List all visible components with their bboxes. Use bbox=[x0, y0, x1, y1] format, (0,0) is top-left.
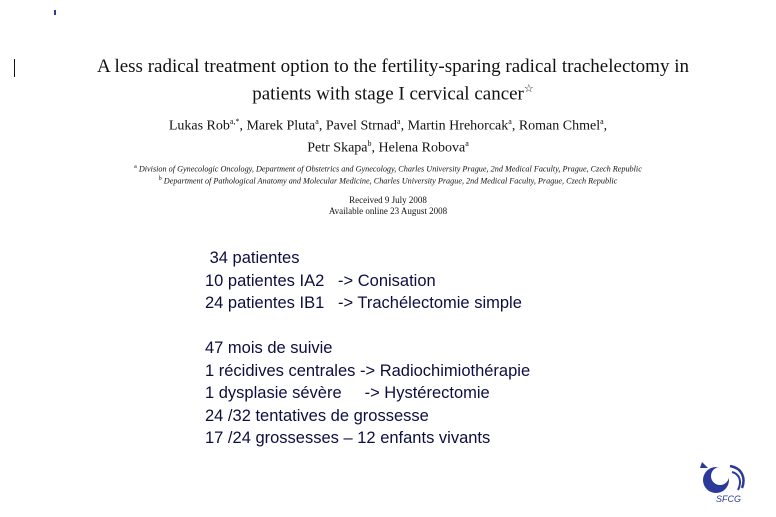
society-logo bbox=[696, 458, 756, 506]
author-separator: , bbox=[603, 118, 608, 134]
author: Helena Robova bbox=[378, 140, 466, 156]
paper-title-line-1: A less radical treatment option to the fertility-sparing radical trachelectomy in bbox=[97, 56, 689, 77]
author-list bbox=[0, 113, 776, 156]
star-icon: ☆ bbox=[523, 83, 534, 95]
author-affiliation-mark: a bbox=[315, 117, 319, 127]
author-affiliation-mark: a bbox=[508, 117, 512, 127]
author-affiliation-mark: a,* bbox=[229, 117, 240, 127]
author-separator: , bbox=[239, 118, 247, 134]
summary-line: 24 patientes IB1 -> Trachélectomie simple bbox=[205, 294, 522, 312]
publication-dates bbox=[0, 195, 776, 217]
affiliation-label: a bbox=[134, 163, 137, 170]
author-affiliation-mark: a bbox=[397, 117, 401, 127]
author: Marek Pluta bbox=[246, 118, 316, 134]
author-affiliation-mark: a bbox=[600, 117, 604, 127]
svg-text:SFCG: SFCG bbox=[716, 494, 742, 504]
decorative-mark bbox=[54, 10, 56, 15]
affiliation-b bbox=[0, 174, 776, 187]
summary-line: 1 récidives centrales -> Radiochimiothérapie bbox=[205, 361, 531, 380]
author-separator: , bbox=[371, 140, 379, 156]
author-affiliation-mark: a bbox=[465, 138, 469, 148]
paper-title bbox=[0, 56, 776, 105]
author: Lukas Rob bbox=[168, 118, 230, 134]
author-separator: , bbox=[318, 118, 326, 134]
affiliation-text: Department of Pathological Anatomy and Molecular Medicine, Charles University Prague, 2nd Medical Faculty, Prague, Czech Republic bbox=[163, 177, 618, 187]
author-separator: , bbox=[400, 118, 408, 134]
author: Roman Chmel bbox=[518, 118, 601, 134]
summary-line: 1 dysplasie sévère -> Hystérectomie bbox=[205, 384, 490, 402]
author: Pavel Strnad bbox=[325, 118, 397, 134]
affiliations bbox=[0, 162, 776, 187]
author-separator: , bbox=[511, 118, 519, 134]
paper-title-line-2: patients with stage I cervical cancer bbox=[252, 83, 524, 105]
results-summary bbox=[205, 247, 530, 450]
summary-line: 47 mois de suivie bbox=[205, 339, 333, 357]
summary-line: 24 /32 tentatives de grossesse bbox=[205, 406, 429, 425]
affiliation-label: b bbox=[158, 176, 162, 183]
summary-line: 17 /24 grossesses – 12 enfants vivants bbox=[205, 429, 491, 447]
affiliation-a bbox=[0, 162, 776, 175]
spacer bbox=[205, 315, 530, 338]
author-affiliation-mark: b bbox=[367, 138, 372, 148]
author: Petr Skapa bbox=[307, 140, 368, 156]
available-date: Available online 23 August 2008 bbox=[328, 206, 448, 217]
logo-icon bbox=[696, 458, 756, 506]
received-date: Received 9 July 2008 bbox=[349, 195, 427, 206]
summary-line: 34 patientes bbox=[205, 249, 300, 267]
affiliation-text: Division of Gynecologic Oncology, Department of Obstetrics and Gynecology, Charles University Prague, 2nd Medical Faculty, Prague, Czech Republic bbox=[138, 164, 642, 174]
author: Martin Hrehorcak bbox=[407, 118, 509, 134]
paper-header bbox=[0, 56, 776, 217]
cursor-bar bbox=[14, 59, 15, 77]
summary-line: 10 patientes IA2 -> Conisation bbox=[205, 271, 436, 290]
